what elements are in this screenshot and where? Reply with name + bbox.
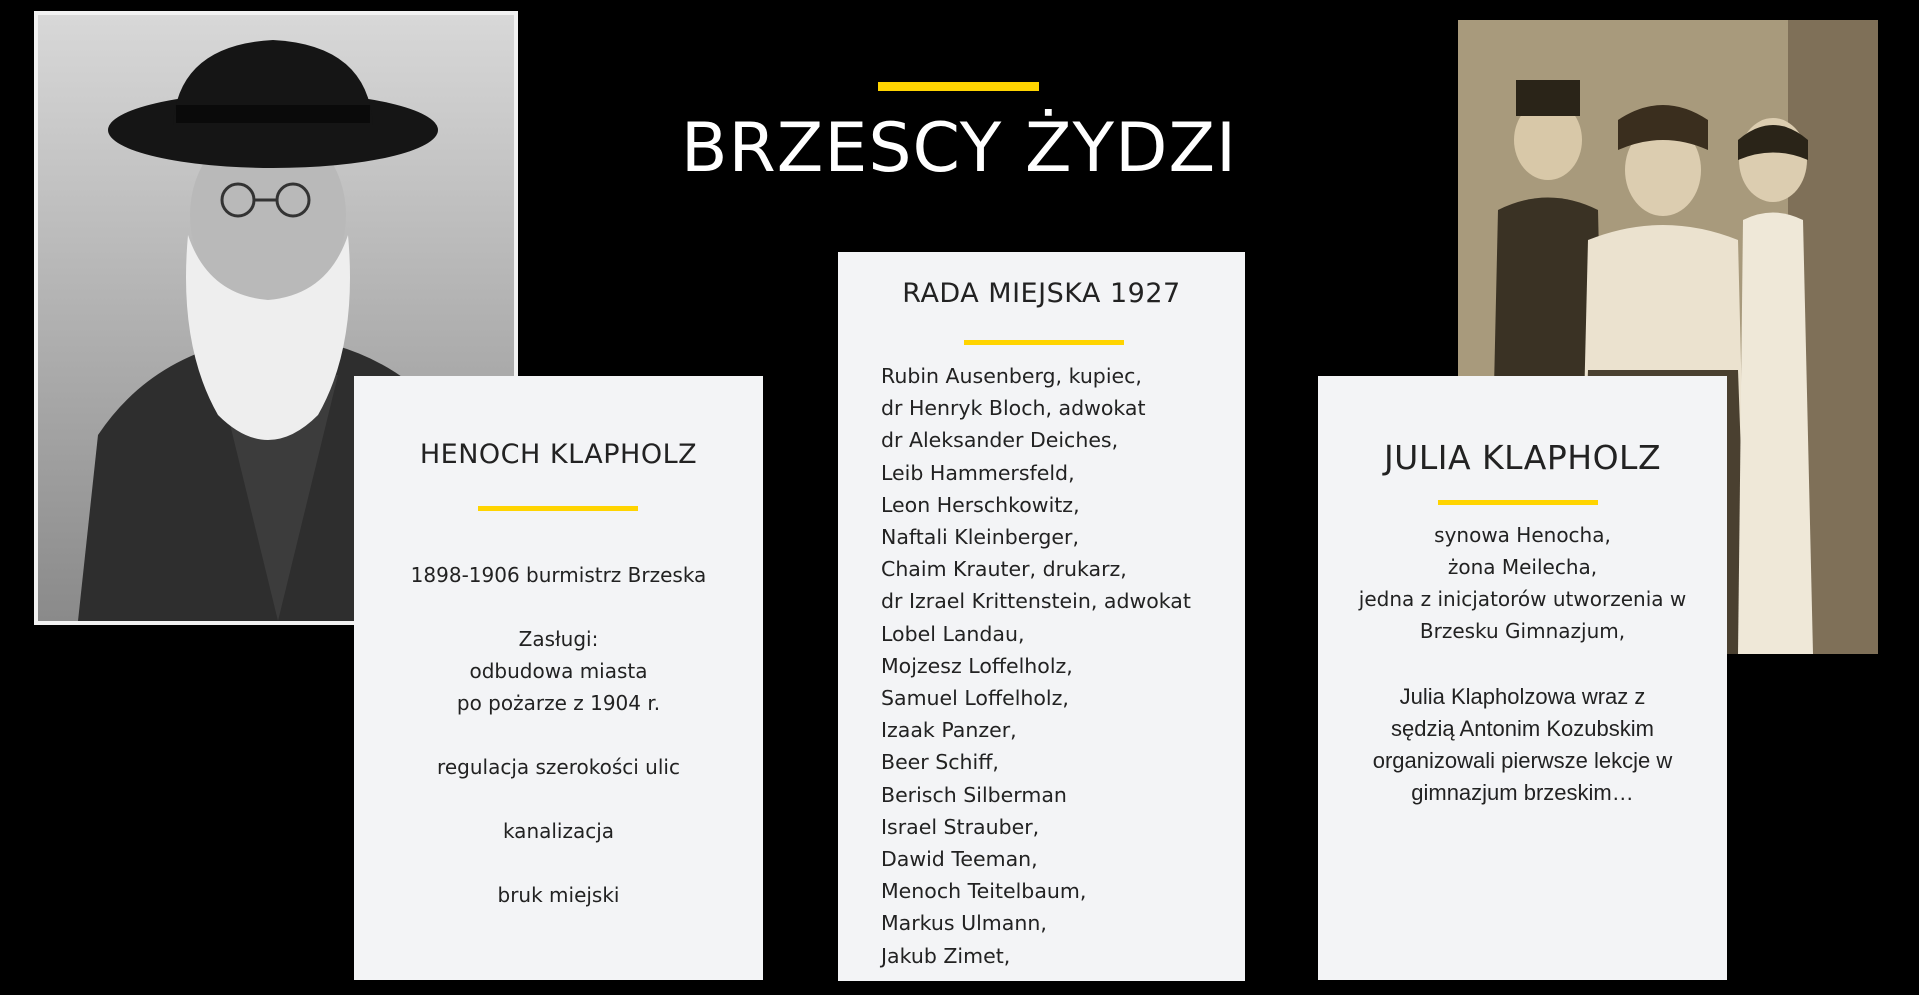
card-julia-klapholz bbox=[1318, 376, 1727, 980]
julia-accent-bar bbox=[1438, 500, 1598, 505]
julia-quote-line: sędzią Antonim Kozubskim bbox=[1391, 716, 1654, 741]
list-item: dr Aleksander Deiches, bbox=[881, 428, 1119, 453]
list-item: Izaak Panzer, bbox=[881, 718, 1017, 743]
henoch-line: regulacja szerokości ulic bbox=[437, 755, 680, 779]
list-item: dr Henryk Bloch, adwokat bbox=[881, 396, 1146, 421]
henoch-accent-bar bbox=[478, 506, 638, 511]
list-item: Beer Schiff, bbox=[881, 750, 999, 775]
list-item: Chaim Krauter, drukarz, bbox=[881, 557, 1127, 582]
henoch-line: 1898-1906 burmistrz Brzeska bbox=[410, 563, 707, 587]
julia-description bbox=[1328, 519, 1717, 647]
page-title: BRZESCY ŻYDZI bbox=[680, 109, 1238, 188]
card-henoch-klapholz bbox=[354, 376, 763, 980]
julia-line: Brzesku Gimnazjum, bbox=[1419, 619, 1626, 643]
julia-name: JULIA KLAPHOLZ bbox=[1383, 438, 1662, 477]
card-rada-miejska bbox=[838, 252, 1245, 981]
list-item: Dawid Teeman, bbox=[881, 847, 1038, 872]
list-item: Samuel Loffelholz, bbox=[881, 686, 1069, 711]
spacer bbox=[364, 719, 753, 751]
julia-line: synowa Henocha, bbox=[1434, 523, 1611, 547]
rada-title: RADA MIEJSKA 1927 bbox=[902, 278, 1181, 309]
julia-quote-line: gimnazjum brzeskim… bbox=[1411, 780, 1634, 805]
julia-quote bbox=[1338, 681, 1707, 809]
spacer bbox=[364, 847, 753, 879]
list-item: Menoch Teitelbaum, bbox=[881, 879, 1087, 904]
spacer bbox=[364, 591, 753, 623]
henoch-line: bruk miejski bbox=[497, 883, 620, 907]
julia-line: jedna z inicjatorów utworzenia w bbox=[1358, 587, 1687, 611]
henoch-line: kanalizacja bbox=[502, 819, 615, 843]
henoch-name: HENOCH KLAPHOLZ bbox=[419, 439, 698, 470]
julia-quote-line: organizowali pierwsze lekcje w bbox=[1372, 748, 1673, 773]
list-item: Berisch Silberman bbox=[881, 782, 1067, 807]
spacer bbox=[364, 783, 753, 815]
list-item: Jakub Zimet, bbox=[881, 943, 1011, 968]
list-item: Israel Strauber, bbox=[881, 814, 1040, 839]
list-item: Mojzesz Loffelholz, bbox=[881, 653, 1073, 678]
henoch-line: odbudowa miasta bbox=[469, 659, 648, 683]
list-item: Leib Hammersfeld, bbox=[881, 460, 1075, 485]
rada-accent-bar bbox=[964, 340, 1124, 345]
julia-quote-line: Julia Klapholzowa wraz z bbox=[1399, 684, 1646, 709]
henoch-line: po pożarze z 1904 r. bbox=[456, 691, 661, 715]
title-accent-bar bbox=[878, 82, 1039, 91]
henoch-line: Zasługi: bbox=[518, 627, 599, 651]
list-item: Rubin Ausenberg, kupiec, bbox=[881, 364, 1142, 388]
list-item: Markus Ulmann, bbox=[881, 911, 1047, 936]
list-item: dr Izrael Krittenstein, adwokat bbox=[881, 589, 1191, 614]
rada-member-list bbox=[881, 360, 1191, 972]
list-item: Naftali Kleinberger, bbox=[881, 525, 1079, 550]
list-item: Lobel Landau, bbox=[881, 621, 1025, 646]
list-item: Leon Herschkowitz, bbox=[881, 492, 1080, 517]
henoch-description bbox=[364, 559, 753, 911]
julia-line: żona Meilecha, bbox=[1447, 555, 1598, 579]
